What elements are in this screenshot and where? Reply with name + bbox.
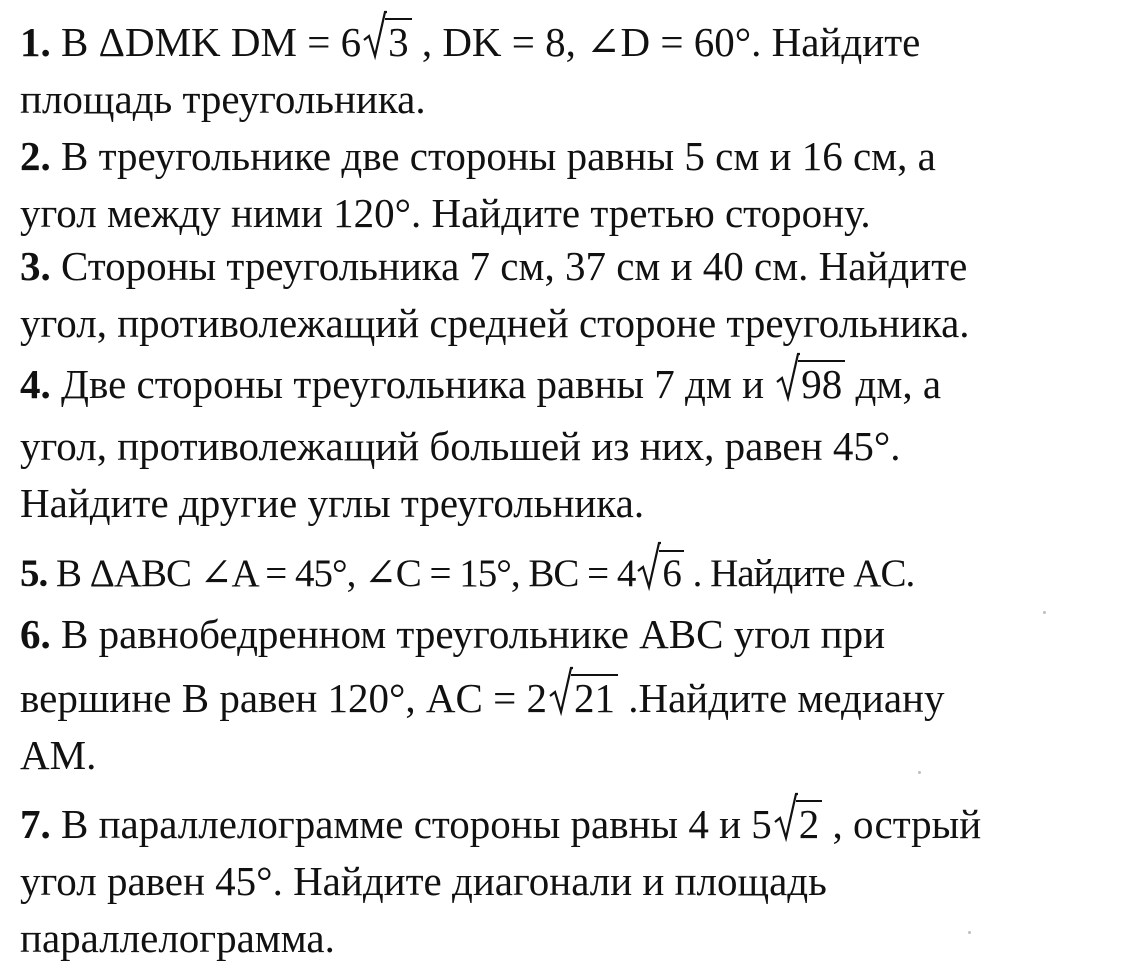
problem-text: В равнобедренном треугольнике ABC угол при: [61, 611, 886, 657]
problem-line: угол между ними 120°. Найдите третью сторону.: [20, 190, 871, 236]
problem-number: 7.: [20, 801, 51, 847]
scan-speck: [968, 931, 971, 934]
problem-line: угол, противолежащий средней стороне треугольника.: [20, 300, 970, 346]
problem-text: . Найдите AC.: [692, 552, 915, 595]
problem-line: угол, противолежащий большей из них, равен 45°.: [20, 423, 901, 469]
problem-text: .Найдите медиану: [628, 675, 945, 721]
problem-5: [20, 545, 1115, 602]
problem-text: В треугольнике две стороны равны 5 см и 16 см, а: [61, 133, 936, 179]
radicand: 6: [659, 550, 684, 594]
radical-sign-icon: [549, 664, 573, 716]
problem-line: AM.: [20, 732, 97, 778]
radicand: 2: [796, 800, 823, 844]
problem-1: [20, 14, 1115, 128]
square-root: [637, 545, 684, 602]
problem-line: [20, 128, 1115, 185]
problem-line: [20, 670, 1115, 727]
square-root: [774, 796, 823, 853]
problem-line: [20, 14, 1115, 71]
problem-text: дм, а: [855, 361, 942, 407]
problem-2: [20, 128, 1115, 242]
radical-sign-icon: [776, 350, 800, 402]
scan-speck: [918, 771, 921, 774]
problem-line: [20, 606, 1115, 670]
problem-3: [20, 238, 1115, 352]
scan-speck: [1043, 611, 1046, 614]
square-root: [363, 14, 412, 71]
problem-text: Стороны треугольника 7 см, 37 см и 40 см. Найдите: [61, 243, 968, 289]
problem-text: вершине B равен 120°, AC = 2: [20, 675, 547, 721]
problem-text: В ΔABC ∠A = 45°, ∠C = 15°, BC = 4: [56, 552, 636, 595]
square-root: [776, 356, 845, 413]
problem-text: В параллелограмме стороны равны 4 и 5: [61, 801, 772, 847]
problem-line: [20, 356, 1115, 418]
problem-number: 1.: [20, 19, 51, 65]
problem-number: 6.: [20, 611, 51, 657]
problem-line: параллелограмма.: [20, 915, 335, 961]
problem-line: площадь треугольника.: [20, 76, 426, 122]
problem-6: [20, 606, 1115, 784]
problem-line: угол равен 45°. Найдите диагонали и площадь: [20, 858, 827, 904]
problem-line: [20, 545, 1115, 602]
problem-text: , DK = 8, ∠D = 60°. Найдите: [421, 19, 921, 65]
problem-text: В ΔDMK DM = 6: [61, 19, 362, 65]
problem-number: 3.: [20, 243, 51, 289]
radicand: 3: [385, 18, 412, 62]
radical-sign-icon: [774, 790, 798, 842]
square-root: [549, 670, 618, 727]
radicand: 98: [798, 360, 845, 404]
problem-number: 4.: [20, 361, 51, 407]
radical-sign-icon: [637, 539, 661, 591]
problem-line: Найдите другие углы треугольника.: [20, 480, 645, 526]
problem-4: [20, 356, 1115, 532]
problem-text: , острый: [832, 801, 982, 847]
radicand: 21: [571, 674, 618, 718]
problem-line: [20, 796, 1115, 853]
problem-text: Две стороны треугольника равны 7 дм и: [61, 361, 765, 407]
problem-number: 2.: [20, 133, 51, 179]
radical-sign-icon: [363, 8, 387, 60]
problem-number: 5.: [20, 552, 48, 595]
problem-line: [20, 238, 1115, 295]
problem-7: [20, 796, 1115, 967]
